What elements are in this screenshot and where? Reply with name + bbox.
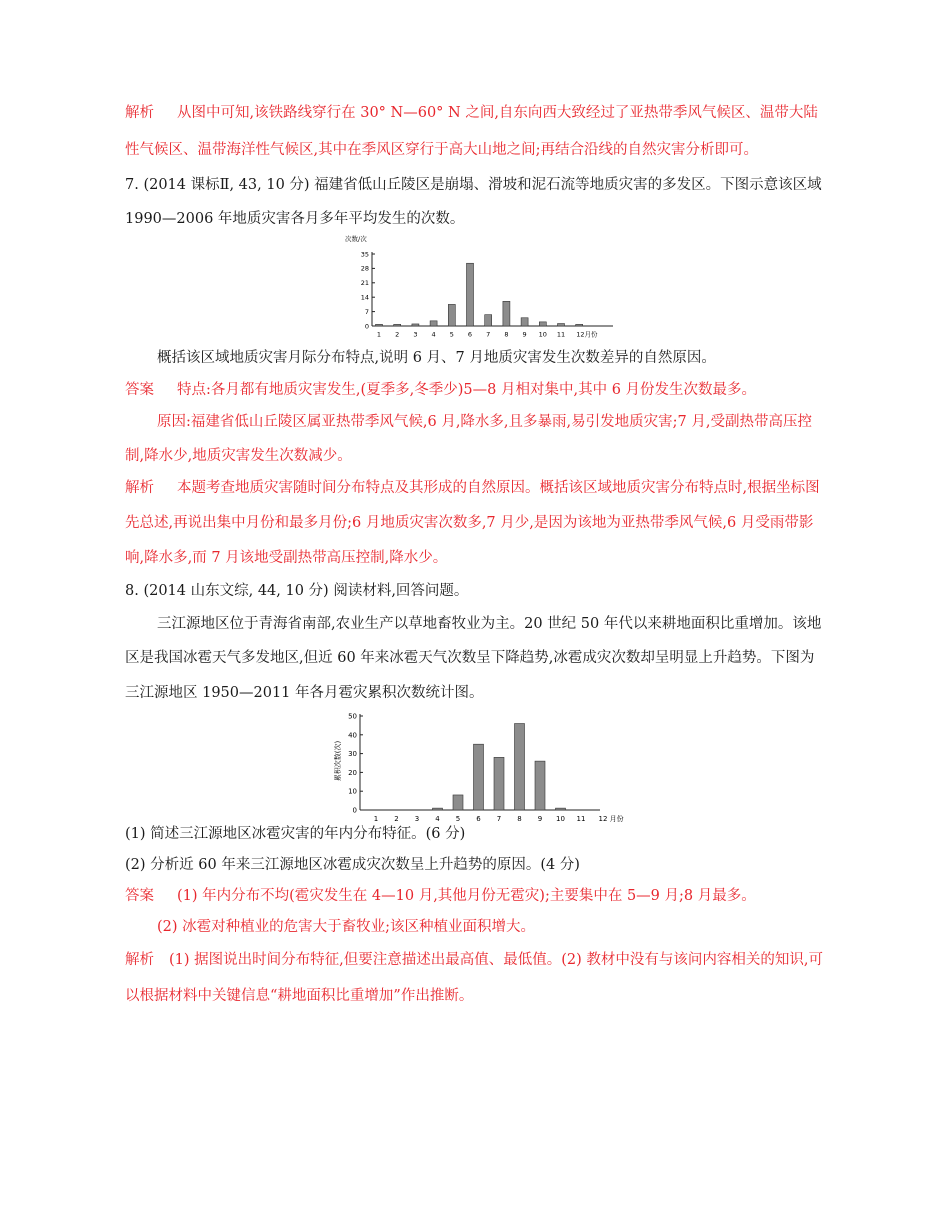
q7-answer-line3: 制,降水少,地质灾害发生次数减少。	[125, 448, 352, 464]
bar-4	[430, 321, 437, 326]
q8-chart	[330, 706, 630, 828]
q7-answer-line1: 答案 特点:各月都有地质灾害发生,(夏季多,冬季少)5—8 月相对集中,其中 6 月份发生次数最多。	[125, 382, 757, 398]
q8-bar-chart-svg	[330, 706, 630, 828]
x-tick-label: 3	[414, 815, 420, 823]
y-tick-label: 20	[348, 768, 357, 777]
x-tick-label: 2	[394, 815, 399, 823]
q8-explain-line2: 以根据材料中关键信息“耕地面积比重增加”作出推断。	[125, 988, 474, 1004]
y-tick-label: 0	[364, 322, 369, 331]
answer-label: 答案	[125, 888, 154, 904]
answer-label: 答案	[125, 382, 154, 398]
q8-stem-line1: 8. (2014 山东文综, 44, 10 分) 阅读材料,回答问题。	[125, 583, 469, 599]
q7-answer-line2: 原因:福建省低山丘陵区属亚热带季风气候,6 月,降水多,且多暴雨,易引发地质灾害;7 月,受副热带高压控	[157, 414, 812, 430]
y-tick-label: 7	[364, 307, 369, 316]
bar-6	[474, 744, 484, 810]
x-tick-label: 11	[576, 815, 586, 823]
y-tick-label: 0	[352, 806, 357, 815]
bar-11	[558, 324, 565, 326]
bar-5	[448, 304, 455, 326]
x-tick-label: 3	[413, 330, 418, 339]
y-tick-label: 50	[348, 712, 357, 721]
q7-stem-line1: 7. (2014 课标Ⅱ, 43, 10 分) 福建省低山丘陵区是崩塌、滑坡和泥石流等地质灾害的多发区。下图示意该区域	[125, 177, 822, 193]
q8-subquestion-2: (2) 分析近 60 年来三江源地区冰雹成灾次数呈上升趋势的原因。(4 分)	[125, 857, 580, 873]
bar-8	[515, 724, 525, 810]
x-tick-label: 1	[376, 330, 382, 339]
q7-explain-line1: 解析 本题考查地质灾害随时间分布特点及其形成的自然原因。概括该区域地质灾害分布特点时,根据坐标图	[125, 480, 820, 496]
q8-material-line2: 区是我国冰雹天气多发地区,但近 60 年来冰雹天气次数呈下降趋势,冰雹成灾次数却呈明显上升趋势。下图为	[125, 650, 815, 666]
bar-9	[521, 318, 528, 326]
x-tick-label: 6	[467, 330, 473, 339]
x-tick-label: 1	[373, 815, 379, 823]
y-axis-label: 累积次数(次)	[334, 740, 342, 782]
bar-10	[556, 808, 566, 810]
bar-12	[576, 324, 583, 326]
bar-9	[535, 761, 545, 810]
x-tick-label: 11	[556, 330, 566, 339]
q8-answer-line2: (2) 冰雹对种植业的危害大于畜牧业;该区种植业面积增大。	[157, 919, 536, 935]
x-tick-label: 4	[431, 330, 436, 339]
y-tick-label: 35	[360, 250, 369, 259]
explain-prev-line1: 解析 从图中可知,该铁路线穿行在 30° N—60° N 之间,自东向西大致经过了亚热带季风气候区、温带大陆	[125, 105, 818, 121]
x-tick-label: 10	[538, 330, 547, 339]
bar-5	[453, 795, 463, 810]
y-tick-label: 21	[360, 279, 369, 288]
x-tick-label: 7	[486, 330, 491, 339]
bar-6	[467, 263, 474, 326]
q8-subquestion-1: (1) 简述三江源地区冰雹灾害的年内分布特征。(6 分)	[125, 826, 466, 842]
bar-3	[412, 324, 419, 326]
bar-7	[494, 757, 504, 810]
x-tick-label: 9	[537, 815, 543, 823]
bar-8	[503, 301, 510, 326]
x-tick-label: 4	[435, 815, 440, 823]
q8-explain-line1: 解析 (1) 据图说出时间分布特征,但要注意描述出最高值、最低值。(2) 教材中没有与该问内容相关的知识,可	[125, 952, 824, 968]
bar-7	[485, 315, 492, 326]
q7-question: 概括该区域地质灾害月际分布特点,说明 6 月、7 月地质灾害发生次数差异的自然原因。	[157, 350, 716, 366]
explain-label: 解析	[125, 952, 154, 968]
explain-label: 解析	[125, 105, 154, 121]
x-tick-label: 6	[476, 815, 481, 823]
y-tick-label: 28	[360, 264, 369, 273]
x-tick-label: 7	[496, 815, 502, 823]
bar-4	[433, 808, 443, 810]
q7-explain-line3: 响,降水多,而 7 月该地受副热带高压控制,降水少。	[125, 550, 448, 566]
y-tick-label: 10	[348, 787, 357, 796]
x-tick-label: 10	[556, 815, 565, 823]
q7-chart	[345, 232, 625, 342]
explain-prev-line2: 性气候区、温带海洋性气候区,其中在季风区穿行于高大山地之间;再结合沿线的自然灾害分析即可。	[125, 142, 758, 158]
x-tick-label: 5	[455, 815, 461, 823]
explain-label: 解析	[125, 480, 154, 496]
y-tick-label: 30	[348, 750, 357, 759]
q7-stem-line2: 1990—2006 年地质灾害各月多年平均发生的次数。	[125, 211, 465, 227]
y-tick-label: 40	[348, 731, 357, 740]
x-tick-label: 8	[504, 330, 509, 339]
bar-2	[394, 324, 401, 326]
q8-material-line3: 三江源地区 1950—2011 年各月雹灾累积次数统计图。	[125, 685, 484, 701]
bar-1	[376, 324, 383, 326]
q7-bar-chart-svg	[345, 232, 625, 342]
q8-answer-line1: 答案 (1) 年内分布不均(雹灾发生在 4—10 月,其他月份无雹灾);主要集中在 5—9 月;8 月最多。	[125, 888, 756, 904]
x-tick-label: 2	[395, 330, 400, 339]
q7-explain-line2: 先总述,再说出集中月份和最多月份;6 月地质灾害次数多,7 月少,是因为该地为亚热带季风气候,6 月受雨带影	[125, 515, 814, 531]
x-tick-label: 12 月份	[598, 815, 624, 823]
q8-material-line1: 三江源地区位于青海省南部,农业生产以草地畜牧业为主。20 世纪 50 年代以来耕地面积比重增加。该地	[157, 616, 822, 632]
x-tick-label: 5	[449, 330, 454, 339]
y-tick-label: 14	[360, 293, 369, 302]
x-tick-label: 8	[517, 815, 522, 823]
x-tick-label: 9	[522, 330, 527, 339]
bar-10	[539, 322, 546, 326]
y-axis-label: 次数/次	[345, 235, 367, 243]
x-tick-label: 12月份	[576, 330, 598, 339]
